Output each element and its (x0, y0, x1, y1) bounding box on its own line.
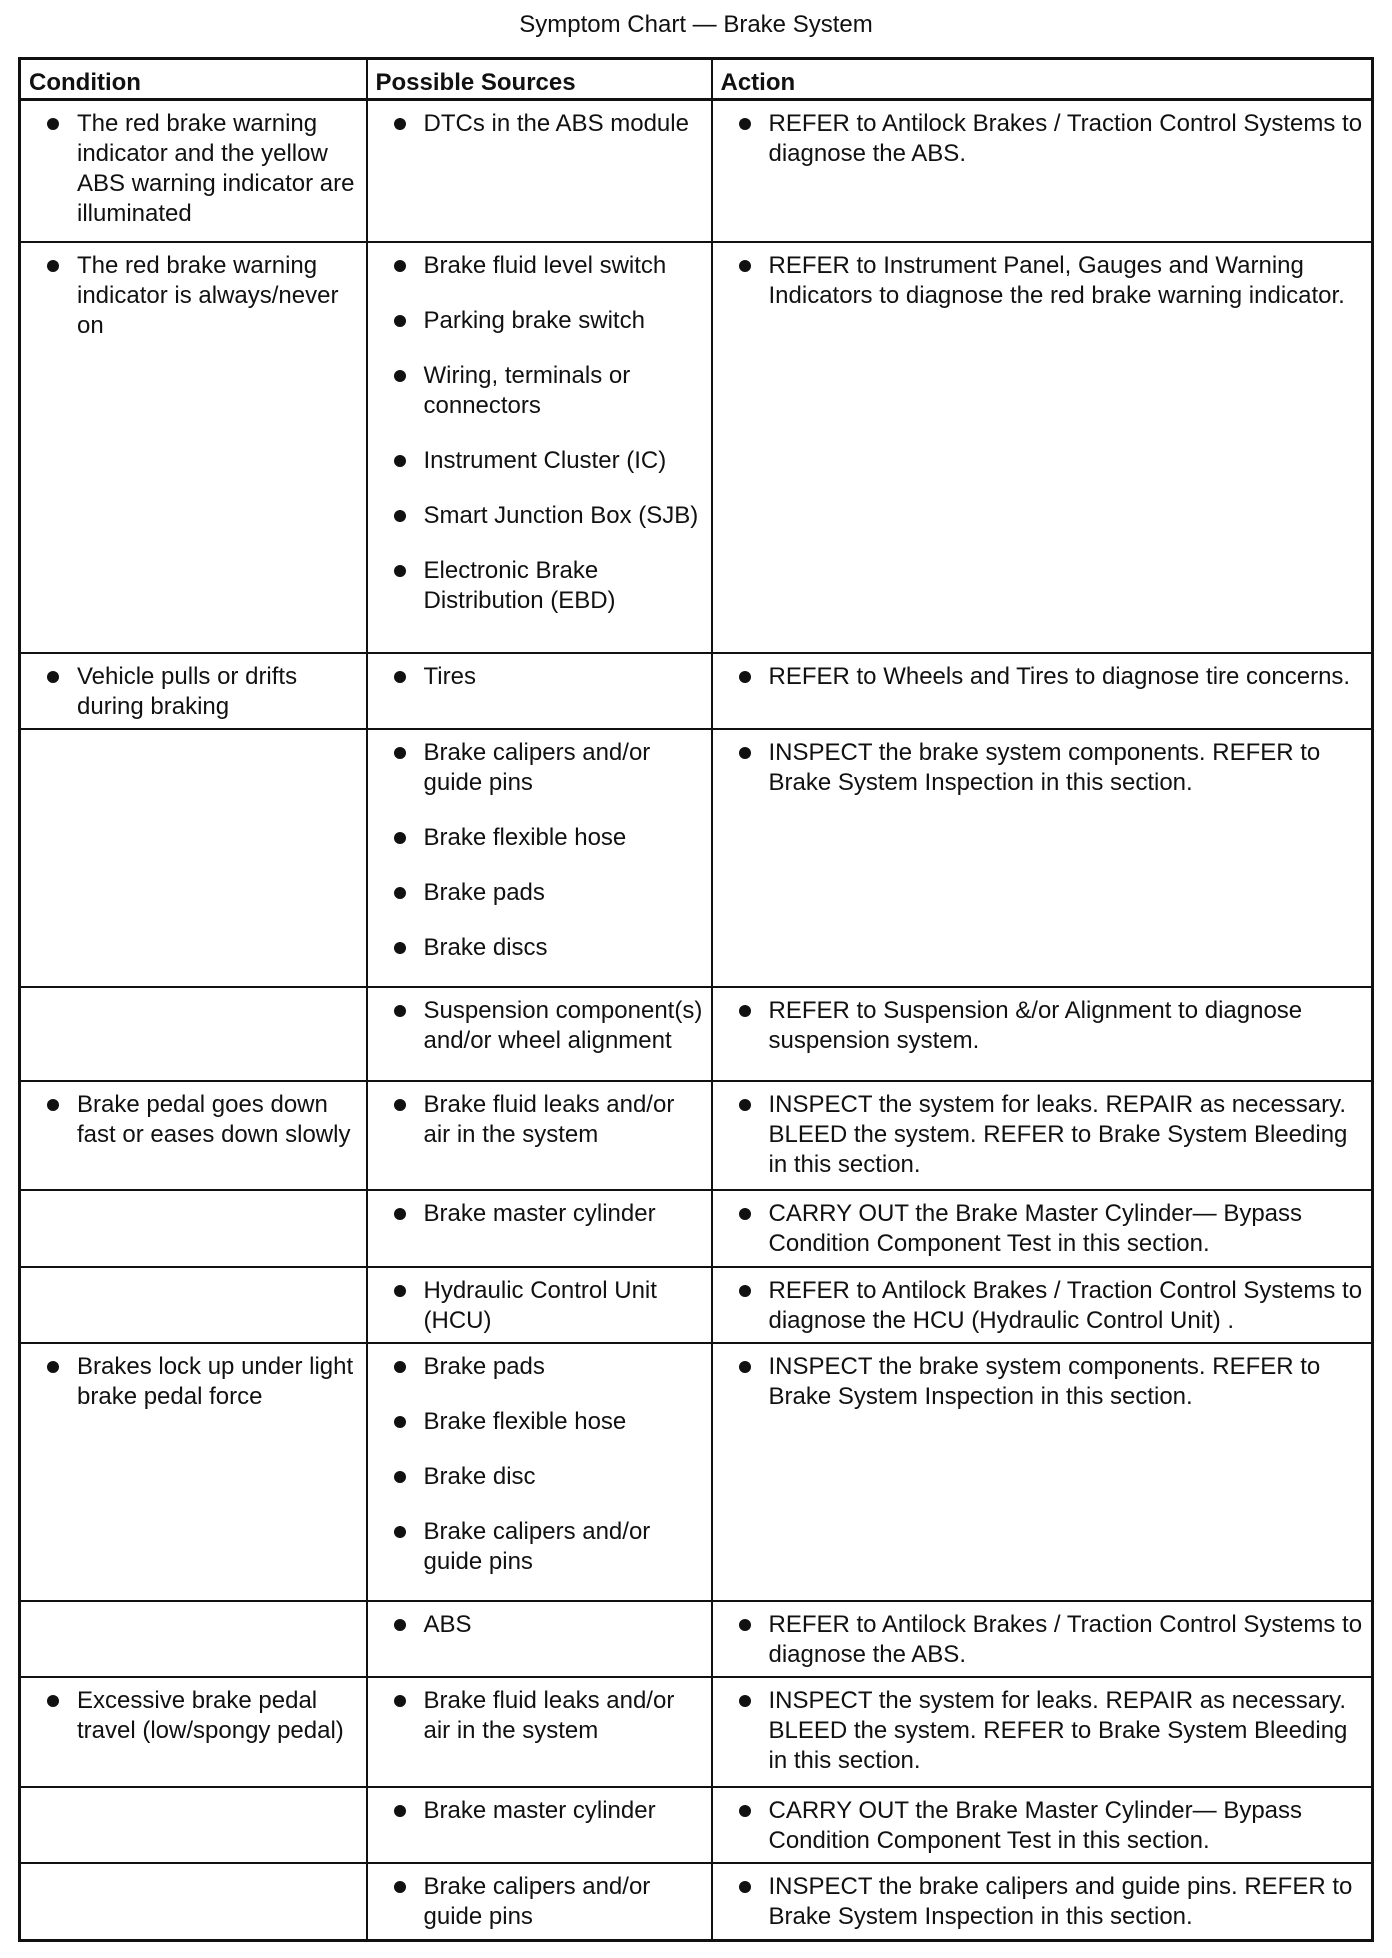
action-cell (712, 987, 1373, 1081)
action-cell (712, 242, 1373, 652)
source-item: Brake flexible hose (368, 823, 711, 853)
source-item: Instrument Cluster (IC) (368, 446, 711, 476)
symptom-table (18, 57, 1374, 1942)
source-item: Suspension component(s) and/or wheel alignment (368, 996, 711, 1056)
source-item: Brake flexible hose (368, 1407, 711, 1437)
source-item: Wiring, terminals or connectors (368, 361, 711, 421)
table-row (20, 1267, 1373, 1344)
header-condition: Condition (20, 59, 367, 100)
possible-sources-cell (367, 1601, 712, 1678)
table-row (20, 242, 1373, 652)
condition-cell (20, 1190, 367, 1267)
source-item: Brake fluid leaks and/or air in the system (368, 1090, 711, 1150)
condition-cell (20, 1863, 367, 1940)
condition-text: The red brake warning indicator is always/never on (21, 251, 366, 341)
source-item: Brake fluid level switch (368, 251, 711, 281)
condition-cell (20, 987, 367, 1081)
action-cell (712, 1190, 1373, 1267)
possible-sources-cell (367, 729, 712, 986)
condition-cell (20, 1343, 367, 1600)
action-text: CARRY OUT the Brake Master Cylinder— Bypass Condition Component Test in this section. (713, 1199, 1372, 1259)
condition-text: The red brake warning indicator and the yellow ABS warning indicator are illuminated (21, 109, 366, 229)
table-row (20, 1787, 1373, 1864)
action-text: INSPECT the brake system components. REFER to Brake System Inspection in this section. (713, 1352, 1372, 1412)
possible-sources-cell (367, 1677, 712, 1786)
table-row (20, 1601, 1373, 1678)
source-item: DTCs in the ABS module (368, 109, 711, 139)
source-item: Tires (368, 662, 711, 692)
action-cell (712, 653, 1373, 730)
condition-text: Vehicle pulls or drifts during braking (21, 662, 366, 722)
possible-sources-cell (367, 1787, 712, 1864)
source-item: Brake master cylinder (368, 1199, 711, 1229)
table-row (20, 1677, 1373, 1786)
source-item: Brake pads (368, 1352, 711, 1382)
possible-sources-cell (367, 987, 712, 1081)
source-item: ABS (368, 1610, 711, 1640)
table-row (20, 1190, 1373, 1267)
possible-sources-cell (367, 653, 712, 730)
condition-cell (20, 1601, 367, 1678)
action-text: REFER to Wheels and Tires to diagnose tire concerns. (713, 662, 1372, 692)
condition-cell (20, 100, 367, 243)
action-text: REFER to Antilock Brakes / Traction Control Systems to diagnose the ABS. (713, 109, 1372, 169)
header-possible-sources: Possible Sources (367, 59, 712, 100)
source-item: Brake calipers and/or guide pins (368, 1517, 711, 1577)
condition-cell (20, 1787, 367, 1864)
condition-text: Brake pedal goes down fast or eases down slowly (21, 1090, 366, 1150)
possible-sources-cell (367, 1081, 712, 1190)
action-cell (712, 1677, 1373, 1786)
table-row (20, 1343, 1373, 1600)
table-row (20, 653, 1373, 730)
header-action: Action (712, 59, 1373, 100)
source-item: Brake fluid leaks and/or air in the system (368, 1686, 711, 1746)
condition-cell (20, 653, 367, 730)
table-body (20, 100, 1373, 1941)
source-item: Hydraulic Control Unit (HCU) (368, 1276, 711, 1336)
header-row (20, 59, 1373, 100)
action-cell (712, 1863, 1373, 1940)
action-cell (712, 729, 1373, 986)
source-item: Brake master cylinder (368, 1796, 711, 1826)
possible-sources-cell (367, 1863, 712, 1940)
possible-sources-cell (367, 1343, 712, 1600)
action-cell (712, 1267, 1373, 1344)
action-text: INSPECT the system for leaks. REPAIR as necessary. BLEED the system. REFER to Brake System Bleeding in this section. (713, 1090, 1372, 1180)
source-item: Brake pads (368, 878, 711, 908)
condition-cell (20, 729, 367, 986)
action-cell (712, 1787, 1373, 1864)
page-title: Symptom Chart — Brake System (519, 11, 873, 38)
action-text: INSPECT the brake system components. REFER to Brake System Inspection in this section. (713, 738, 1372, 798)
action-cell (712, 1343, 1373, 1600)
possible-sources-cell (367, 1267, 712, 1344)
source-item: Electronic Brake Distribution (EBD) (368, 556, 711, 616)
source-item: Smart Junction Box (SJB) (368, 501, 711, 531)
action-cell (712, 1081, 1373, 1190)
action-text: INSPECT the system for leaks. REPAIR as necessary. BLEED the system. REFER to Brake System Bleeding in this section. (713, 1686, 1372, 1776)
table-row (20, 987, 1373, 1081)
condition-cell (20, 1081, 367, 1190)
action-text: REFER to Suspension &/or Alignment to diagnose suspension system. (713, 996, 1372, 1056)
table-row (20, 1081, 1373, 1190)
source-item: Parking brake switch (368, 306, 711, 336)
action-cell (712, 1601, 1373, 1678)
source-item: Brake disc (368, 1462, 711, 1492)
possible-sources-cell (367, 100, 712, 243)
action-text: INSPECT the brake calipers and guide pins. REFER to Brake System Inspection in this section. (713, 1872, 1372, 1932)
action-text: REFER to Instrument Panel, Gauges and Warning Indicators to diagnose the red brake warning indicator. (713, 251, 1372, 311)
possible-sources-cell (367, 1190, 712, 1267)
action-cell (712, 100, 1373, 243)
table-row (20, 729, 1373, 986)
condition-text: Brakes lock up under light brake pedal force (21, 1352, 366, 1412)
action-text: CARRY OUT the Brake Master Cylinder— Bypass Condition Component Test in this section. (713, 1796, 1372, 1856)
source-item: Brake calipers and/or guide pins (368, 738, 711, 798)
condition-text: Excessive brake pedal travel (low/spongy pedal) (21, 1686, 366, 1746)
possible-sources-cell (367, 242, 712, 652)
condition-cell (20, 242, 367, 652)
source-item: Brake discs (368, 933, 711, 963)
source-item: Brake calipers and/or guide pins (368, 1872, 711, 1932)
condition-cell (20, 1677, 367, 1786)
action-text: REFER to Antilock Brakes / Traction Control Systems to diagnose the ABS. (713, 1610, 1372, 1670)
table-row (20, 1863, 1373, 1940)
table-row (20, 100, 1373, 243)
condition-cell (20, 1267, 367, 1344)
action-text: REFER to Antilock Brakes / Traction Control Systems to diagnose the HCU (Hydraulic Control Unit) . (713, 1276, 1372, 1336)
